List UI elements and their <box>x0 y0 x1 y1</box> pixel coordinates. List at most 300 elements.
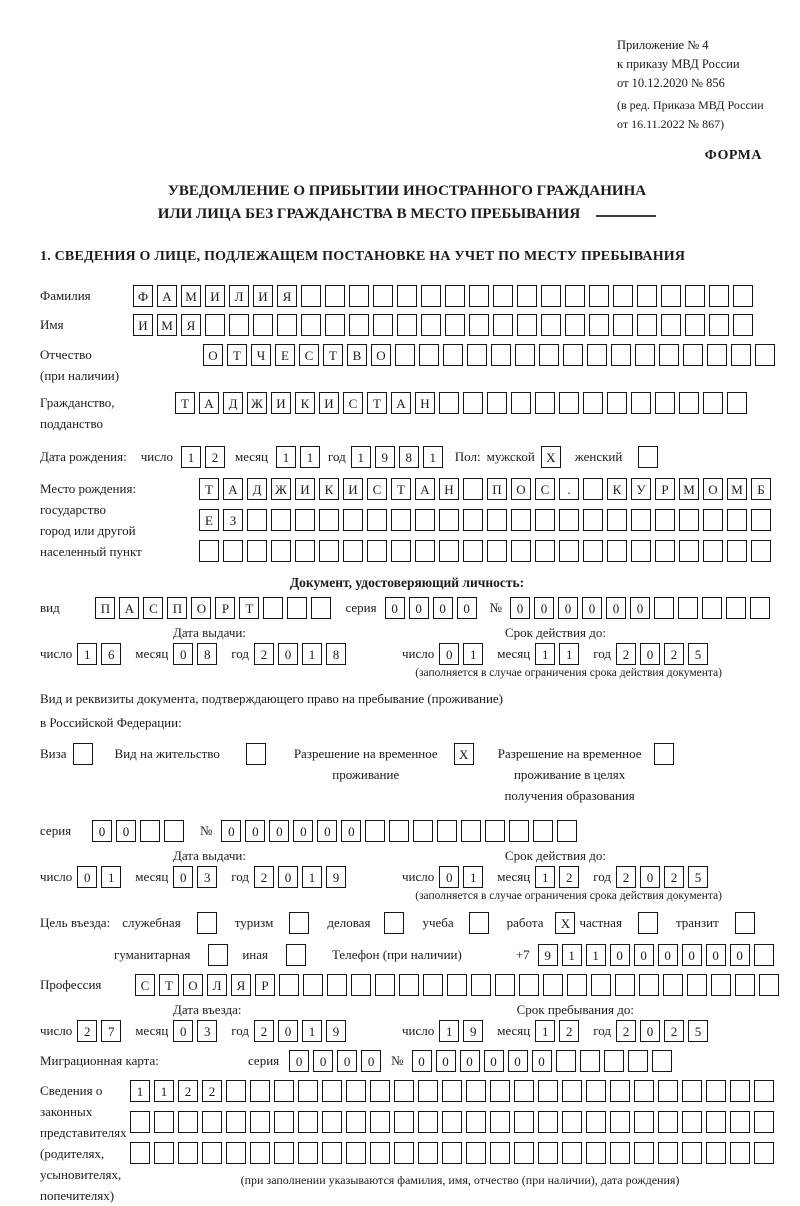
char-cell[interactable]: О <box>191 597 211 619</box>
char-cell[interactable] <box>466 1142 486 1164</box>
char-cell[interactable] <box>463 478 483 500</box>
char-cell[interactable]: Ж <box>247 392 267 414</box>
char-cell[interactable] <box>277 314 297 336</box>
char-cell[interactable] <box>439 392 459 414</box>
char-cell[interactable] <box>418 1142 438 1164</box>
char-cell[interactable]: 0 <box>278 643 298 665</box>
char-cell[interactable]: 1 <box>463 866 483 888</box>
char-cell[interactable] <box>202 1111 222 1133</box>
char-cell[interactable] <box>533 820 553 842</box>
char-cell[interactable] <box>559 392 579 414</box>
char-cell[interactable] <box>511 392 531 414</box>
char-cell[interactable] <box>685 314 705 336</box>
char-cell[interactable] <box>322 1111 342 1133</box>
char-cell[interactable] <box>419 344 439 366</box>
char-cell[interactable] <box>471 974 491 996</box>
char-cell[interactable] <box>538 1111 558 1133</box>
char-cell[interactable] <box>311 597 331 619</box>
char-cell[interactable]: С <box>535 478 555 500</box>
char-cell[interactable]: 0 <box>385 597 405 619</box>
char-cell[interactable] <box>130 1142 150 1164</box>
char-cell[interactable] <box>655 509 675 531</box>
char-cell[interactable] <box>370 1080 390 1102</box>
char-cell[interactable] <box>638 446 658 468</box>
char-cell[interactable] <box>559 509 579 531</box>
char-cell[interactable] <box>610 1080 630 1102</box>
migration-series-cells[interactable] <box>289 1050 385 1072</box>
char-cell[interactable]: 3 <box>197 866 217 888</box>
legal-reps-cells-row1[interactable] <box>130 1080 778 1102</box>
char-cell[interactable]: 2 <box>559 866 579 888</box>
char-cell[interactable] <box>610 1111 630 1133</box>
char-cell[interactable]: 3 <box>197 1020 217 1042</box>
purpose-study-checkbox[interactable] <box>469 912 493 934</box>
char-cell[interactable]: 1 <box>586 944 606 966</box>
char-cell[interactable] <box>556 1050 576 1072</box>
char-cell[interactable] <box>658 1080 678 1102</box>
char-cell[interactable] <box>154 1142 174 1164</box>
phone-cells[interactable] <box>538 944 778 966</box>
char-cell[interactable]: 0 <box>682 944 702 966</box>
char-cell[interactable]: 0 <box>460 1050 480 1072</box>
surname-cells[interactable] <box>133 285 757 307</box>
doc-series-cells[interactable] <box>385 597 481 619</box>
char-cell[interactable] <box>607 509 627 531</box>
char-cell[interactable] <box>250 1080 270 1102</box>
char-cell[interactable]: 0 <box>558 597 578 619</box>
char-cell[interactable] <box>755 344 775 366</box>
char-cell[interactable]: 0 <box>640 643 660 665</box>
char-cell[interactable] <box>391 509 411 531</box>
char-cell[interactable] <box>253 314 273 336</box>
char-cell[interactable] <box>439 540 459 562</box>
char-cell[interactable]: Д <box>247 478 267 500</box>
char-cell[interactable] <box>295 540 315 562</box>
char-cell[interactable] <box>246 743 266 765</box>
char-cell[interactable]: 0 <box>640 1020 660 1042</box>
char-cell[interactable]: Т <box>323 344 343 366</box>
char-cell[interactable] <box>604 1050 624 1072</box>
char-cell[interactable]: А <box>223 478 243 500</box>
char-cell[interactable] <box>631 509 651 531</box>
char-cell[interactable] <box>346 1080 366 1102</box>
char-cell[interactable] <box>463 392 483 414</box>
char-cell[interactable] <box>607 540 627 562</box>
char-cell[interactable]: 2 <box>254 1020 274 1042</box>
char-cell[interactable]: 0 <box>532 1050 552 1072</box>
char-cell[interactable] <box>706 1080 726 1102</box>
char-cell[interactable] <box>631 392 651 414</box>
temp-residence-education-checkbox[interactable] <box>654 743 678 765</box>
char-cell[interactable]: П <box>95 597 115 619</box>
char-cell[interactable] <box>487 509 507 531</box>
char-cell[interactable] <box>562 1142 582 1164</box>
char-cell[interactable]: Р <box>655 478 675 500</box>
char-cell[interactable] <box>274 1111 294 1133</box>
char-cell[interactable] <box>685 285 705 307</box>
char-cell[interactable]: М <box>181 285 201 307</box>
char-cell[interactable] <box>628 1050 648 1072</box>
char-cell[interactable]: К <box>319 478 339 500</box>
char-cell[interactable] <box>654 597 674 619</box>
char-cell[interactable]: 1 <box>300 446 320 468</box>
char-cell[interactable] <box>397 314 417 336</box>
char-cell[interactable] <box>583 478 603 500</box>
char-cell[interactable]: 2 <box>616 643 636 665</box>
stay-series-cells[interactable] <box>92 820 188 842</box>
char-cell[interactable] <box>298 1080 318 1102</box>
char-cell[interactable]: 1 <box>77 643 97 665</box>
char-cell[interactable] <box>631 540 651 562</box>
char-cell[interactable] <box>543 974 563 996</box>
char-cell[interactable]: 0 <box>245 820 265 842</box>
char-cell[interactable] <box>370 1111 390 1133</box>
char-cell[interactable] <box>661 314 681 336</box>
char-cell[interactable]: 9 <box>463 1020 483 1042</box>
char-cell[interactable]: 0 <box>293 820 313 842</box>
char-cell[interactable] <box>447 974 467 996</box>
purpose-official-checkbox[interactable] <box>197 912 221 934</box>
char-cell[interactable] <box>735 974 755 996</box>
char-cell[interactable] <box>759 974 779 996</box>
char-cell[interactable] <box>154 1111 174 1133</box>
char-cell[interactable]: 1 <box>439 1020 459 1042</box>
char-cell[interactable]: С <box>367 478 387 500</box>
char-cell[interactable] <box>487 392 507 414</box>
char-cell[interactable]: X <box>555 912 575 934</box>
profession-cells[interactable] <box>135 974 783 996</box>
char-cell[interactable] <box>250 1142 270 1164</box>
char-cell[interactable] <box>319 509 339 531</box>
char-cell[interactable]: 1 <box>302 643 322 665</box>
char-cell[interactable] <box>679 509 699 531</box>
char-cell[interactable] <box>202 1142 222 1164</box>
char-cell[interactable] <box>319 540 339 562</box>
char-cell[interactable] <box>754 1142 774 1164</box>
char-cell[interactable]: 1 <box>154 1080 174 1102</box>
char-cell[interactable] <box>703 540 723 562</box>
char-cell[interactable] <box>466 1080 486 1102</box>
char-cell[interactable] <box>754 944 774 966</box>
birth-place-cells-row3[interactable] <box>199 540 775 562</box>
char-cell[interactable] <box>655 540 675 562</box>
char-cell[interactable] <box>580 1050 600 1072</box>
char-cell[interactable]: 1 <box>302 1020 322 1042</box>
char-cell[interactable] <box>197 912 217 934</box>
char-cell[interactable] <box>346 1111 366 1133</box>
char-cell[interactable]: . <box>559 478 579 500</box>
char-cell[interactable] <box>279 974 299 996</box>
char-cell[interactable] <box>703 509 723 531</box>
char-cell[interactable]: 0 <box>606 597 626 619</box>
char-cell[interactable] <box>754 1080 774 1102</box>
char-cell[interactable] <box>389 820 409 842</box>
char-cell[interactable] <box>384 912 404 934</box>
char-cell[interactable]: А <box>199 392 219 414</box>
given-name-cells[interactable] <box>133 314 757 336</box>
stay-valid-year-cells[interactable] <box>616 866 712 888</box>
char-cell[interactable] <box>535 509 555 531</box>
char-cell[interactable] <box>373 285 393 307</box>
char-cell[interactable] <box>303 974 323 996</box>
char-cell[interactable] <box>514 1080 534 1102</box>
char-cell[interactable] <box>298 1111 318 1133</box>
char-cell[interactable]: Т <box>199 478 219 500</box>
char-cell[interactable] <box>287 597 307 619</box>
char-cell[interactable] <box>679 392 699 414</box>
char-cell[interactable]: 0 <box>706 944 726 966</box>
char-cell[interactable]: Р <box>215 597 235 619</box>
char-cell[interactable] <box>586 1080 606 1102</box>
stay-valid-day-cells[interactable] <box>439 866 487 888</box>
char-cell[interactable] <box>349 314 369 336</box>
char-cell[interactable]: 2 <box>664 1020 684 1042</box>
char-cell[interactable] <box>750 597 770 619</box>
identity-issue-month-cells[interactable] <box>173 643 221 665</box>
char-cell[interactable] <box>731 344 751 366</box>
char-cell[interactable] <box>223 540 243 562</box>
identity-valid-month-cells[interactable] <box>535 643 583 665</box>
char-cell[interactable] <box>423 974 443 996</box>
char-cell[interactable]: 0 <box>77 866 97 888</box>
char-cell[interactable] <box>415 540 435 562</box>
char-cell[interactable] <box>325 285 345 307</box>
char-cell[interactable] <box>682 1111 702 1133</box>
char-cell[interactable] <box>164 820 184 842</box>
char-cell[interactable]: 0 <box>409 597 429 619</box>
char-cell[interactable] <box>349 285 369 307</box>
char-cell[interactable]: 8 <box>197 643 217 665</box>
char-cell[interactable] <box>583 509 603 531</box>
char-cell[interactable]: 1 <box>276 446 296 468</box>
char-cell[interactable] <box>634 1080 654 1102</box>
char-cell[interactable] <box>327 974 347 996</box>
char-cell[interactable] <box>469 912 489 934</box>
char-cell[interactable]: 0 <box>582 597 602 619</box>
char-cell[interactable] <box>658 1142 678 1164</box>
char-cell[interactable]: 8 <box>326 643 346 665</box>
char-cell[interactable]: 0 <box>730 944 750 966</box>
char-cell[interactable] <box>707 344 727 366</box>
char-cell[interactable] <box>687 974 707 996</box>
char-cell[interactable] <box>495 974 515 996</box>
char-cell[interactable]: Ф <box>133 285 153 307</box>
stay-number-cells[interactable] <box>221 820 581 842</box>
char-cell[interactable] <box>463 509 483 531</box>
char-cell[interactable] <box>586 1142 606 1164</box>
char-cell[interactable] <box>615 974 635 996</box>
stay-until-year-cells[interactable] <box>616 1020 712 1042</box>
char-cell[interactable]: 0 <box>658 944 678 966</box>
char-cell[interactable] <box>567 974 587 996</box>
char-cell[interactable] <box>638 912 658 934</box>
char-cell[interactable] <box>610 1142 630 1164</box>
char-cell[interactable]: 0 <box>269 820 289 842</box>
char-cell[interactable]: 0 <box>317 820 337 842</box>
char-cell[interactable] <box>375 974 395 996</box>
char-cell[interactable] <box>541 285 561 307</box>
char-cell[interactable] <box>509 820 529 842</box>
char-cell[interactable] <box>514 1142 534 1164</box>
char-cell[interactable] <box>539 344 559 366</box>
char-cell[interactable] <box>250 1111 270 1133</box>
char-cell[interactable]: 9 <box>326 1020 346 1042</box>
entry-day-cells[interactable] <box>77 1020 125 1042</box>
char-cell[interactable]: З <box>223 509 243 531</box>
char-cell[interactable]: 0 <box>221 820 241 842</box>
char-cell[interactable] <box>418 1111 438 1133</box>
char-cell[interactable]: Р <box>255 974 275 996</box>
char-cell[interactable]: И <box>271 392 291 414</box>
char-cell[interactable] <box>493 285 513 307</box>
char-cell[interactable]: И <box>205 285 225 307</box>
stay-until-day-cells[interactable] <box>439 1020 487 1042</box>
char-cell[interactable] <box>226 1080 246 1102</box>
char-cell[interactable] <box>611 344 631 366</box>
char-cell[interactable]: П <box>487 478 507 500</box>
char-cell[interactable]: Т <box>159 974 179 996</box>
char-cell[interactable] <box>178 1111 198 1133</box>
char-cell[interactable] <box>733 285 753 307</box>
char-cell[interactable] <box>652 1050 672 1072</box>
char-cell[interactable] <box>394 1111 414 1133</box>
char-cell[interactable] <box>437 820 457 842</box>
stay-issue-month-cells[interactable] <box>173 866 221 888</box>
char-cell[interactable] <box>130 1111 150 1133</box>
char-cell[interactable]: 0 <box>508 1050 528 1072</box>
char-cell[interactable]: 2 <box>254 643 274 665</box>
char-cell[interactable]: 0 <box>484 1050 504 1072</box>
char-cell[interactable]: 0 <box>412 1050 432 1072</box>
char-cell[interactable] <box>538 1080 558 1102</box>
char-cell[interactable] <box>247 540 267 562</box>
char-cell[interactable]: 1 <box>535 866 555 888</box>
char-cell[interactable] <box>709 285 729 307</box>
char-cell[interactable]: С <box>299 344 319 366</box>
char-cell[interactable]: 2 <box>202 1080 222 1102</box>
char-cell[interactable] <box>343 540 363 562</box>
char-cell[interactable]: И <box>253 285 273 307</box>
char-cell[interactable]: А <box>119 597 139 619</box>
char-cell[interactable] <box>445 314 465 336</box>
char-cell[interactable]: 1 <box>130 1080 150 1102</box>
char-cell[interactable]: Л <box>207 974 227 996</box>
char-cell[interactable] <box>517 314 537 336</box>
char-cell[interactable]: Т <box>367 392 387 414</box>
char-cell[interactable]: 9 <box>326 866 346 888</box>
char-cell[interactable] <box>639 974 659 996</box>
purpose-humanitarian-checkbox[interactable] <box>208 944 232 966</box>
birth-place-cells-row2[interactable] <box>199 509 775 531</box>
char-cell[interactable]: В <box>347 344 367 366</box>
char-cell[interactable] <box>461 820 481 842</box>
char-cell[interactable]: А <box>157 285 177 307</box>
char-cell[interactable] <box>511 540 531 562</box>
migration-number-cells[interactable] <box>412 1050 676 1072</box>
char-cell[interactable] <box>583 392 603 414</box>
char-cell[interactable] <box>709 314 729 336</box>
char-cell[interactable] <box>634 1142 654 1164</box>
char-cell[interactable] <box>442 1080 462 1102</box>
char-cell[interactable] <box>397 285 417 307</box>
char-cell[interactable]: 0 <box>173 643 193 665</box>
char-cell[interactable] <box>394 1142 414 1164</box>
char-cell[interactable]: 0 <box>433 597 453 619</box>
identity-valid-year-cells[interactable] <box>616 643 712 665</box>
legal-reps-cells-row3[interactable] <box>130 1142 778 1164</box>
char-cell[interactable]: 0 <box>630 597 650 619</box>
char-cell[interactable] <box>443 344 463 366</box>
char-cell[interactable]: 0 <box>610 944 630 966</box>
char-cell[interactable]: 1 <box>535 1020 555 1042</box>
char-cell[interactable]: А <box>391 392 411 414</box>
identity-issue-day-cells[interactable] <box>77 643 125 665</box>
stay-until-month-cells[interactable] <box>535 1020 583 1042</box>
char-cell[interactable]: 2 <box>178 1080 198 1102</box>
birth-year-cells[interactable] <box>351 446 447 468</box>
char-cell[interactable] <box>490 1080 510 1102</box>
doc-type-cells[interactable] <box>95 597 335 619</box>
char-cell[interactable]: 7 <box>101 1020 121 1042</box>
char-cell[interactable]: О <box>371 344 391 366</box>
char-cell[interactable] <box>439 509 459 531</box>
char-cell[interactable] <box>682 1080 702 1102</box>
char-cell[interactable]: М <box>157 314 177 336</box>
char-cell[interactable]: И <box>319 392 339 414</box>
char-cell[interactable] <box>613 314 633 336</box>
visa-checkbox[interactable] <box>73 743 97 765</box>
char-cell[interactable] <box>367 509 387 531</box>
doc-number-cells[interactable] <box>510 597 774 619</box>
char-cell[interactable] <box>613 285 633 307</box>
char-cell[interactable]: 0 <box>534 597 554 619</box>
char-cell[interactable] <box>229 314 249 336</box>
char-cell[interactable]: 2 <box>559 1020 579 1042</box>
char-cell[interactable] <box>519 974 539 996</box>
char-cell[interactable]: 0 <box>439 643 459 665</box>
char-cell[interactable]: 0 <box>116 820 136 842</box>
char-cell[interactable] <box>208 944 228 966</box>
char-cell[interactable] <box>635 344 655 366</box>
char-cell[interactable]: И <box>133 314 153 336</box>
char-cell[interactable] <box>467 344 487 366</box>
char-cell[interactable] <box>271 540 291 562</box>
char-cell[interactable] <box>730 1080 750 1102</box>
char-cell[interactable] <box>289 912 309 934</box>
char-cell[interactable]: 6 <box>101 643 121 665</box>
char-cell[interactable] <box>654 743 674 765</box>
temp-residence-checkbox[interactable] <box>454 743 478 765</box>
char-cell[interactable] <box>73 743 93 765</box>
char-cell[interactable]: 8 <box>399 446 419 468</box>
char-cell[interactable]: С <box>135 974 155 996</box>
birth-place-cells-row1[interactable] <box>199 478 775 500</box>
char-cell[interactable] <box>565 314 585 336</box>
char-cell[interactable]: 0 <box>337 1050 357 1072</box>
char-cell[interactable] <box>514 1111 534 1133</box>
char-cell[interactable]: 0 <box>510 597 530 619</box>
char-cell[interactable]: Н <box>439 478 459 500</box>
char-cell[interactable]: 5 <box>688 643 708 665</box>
char-cell[interactable]: 2 <box>664 866 684 888</box>
char-cell[interactable] <box>591 974 611 996</box>
char-cell[interactable] <box>730 1142 750 1164</box>
char-cell[interactable]: 0 <box>278 1020 298 1042</box>
char-cell[interactable]: 2 <box>616 1020 636 1042</box>
char-cell[interactable]: 9 <box>375 446 395 468</box>
char-cell[interactable]: 2 <box>205 446 225 468</box>
char-cell[interactable] <box>751 540 771 562</box>
